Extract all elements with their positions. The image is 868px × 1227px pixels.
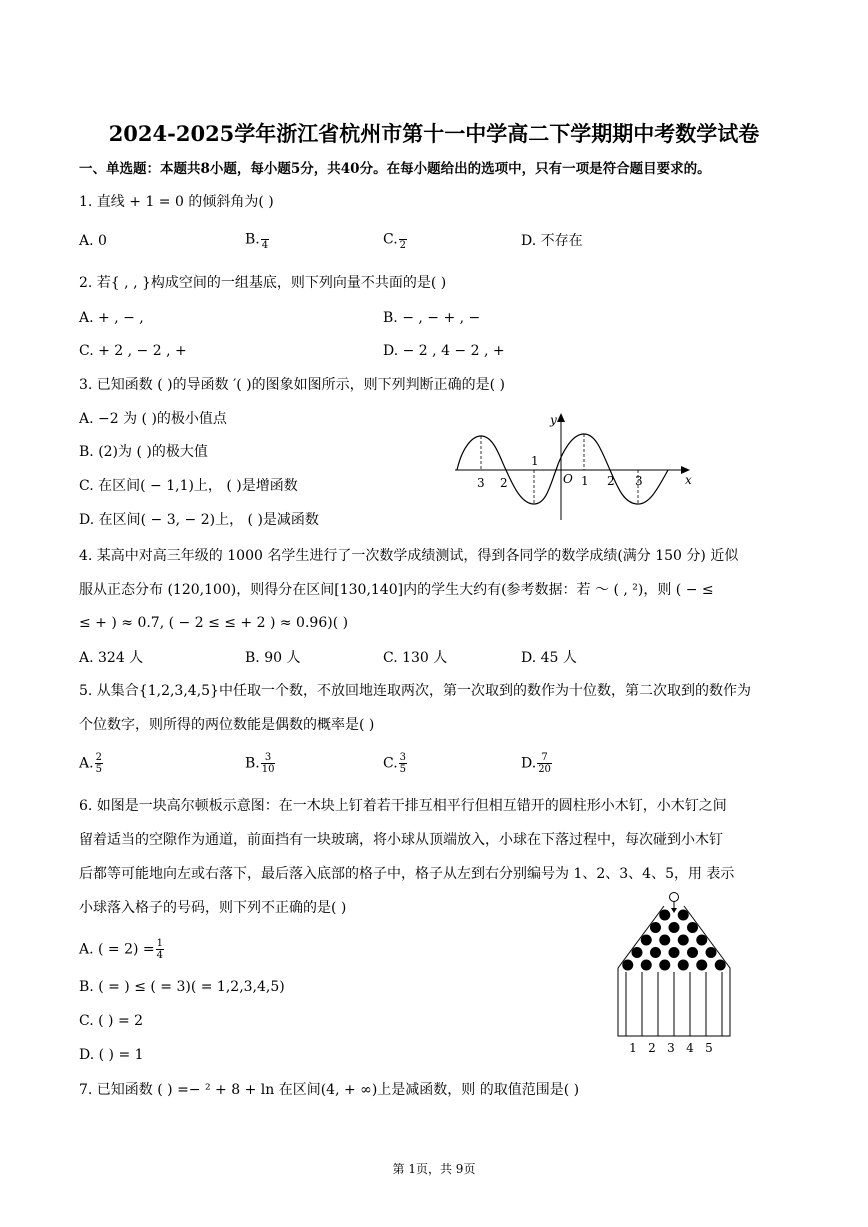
peg [706, 947, 717, 958]
q5-option-d: D. $\frac{7}{20}$ [521, 752, 551, 775]
q2-option-c: C. + 2 , − 2 , + [79, 343, 187, 359]
q6-line4: 小球落入格子的号码，则下列不正确的是( ) [79, 900, 347, 916]
q4-line1: 4. 某高中对高三年级的 1000 名学生进行了一次数学成绩测试，得到各同学的数学成绩(满分 150 分) 近似 [79, 548, 739, 564]
q3-option-a: A. −2 为 ( )的极小值点 [79, 411, 227, 427]
q7-stem: 7. 已知函数 ( ) =− ² + 8 + ln 在区间(4, + ∞)上是减函数，则 的取值范围是( ) [79, 1082, 580, 1098]
q4-line2: 服从正态分布 (120,100)，则得分在区间[130,140]内的学生大约有(参考数据：若 ～ ( , ²)，则 ( − ≤ [79, 582, 714, 598]
q6-a-fraction: $\frac{1}{4}$ [156, 938, 164, 961]
tick-label-2: 2 [607, 474, 615, 488]
peg [632, 947, 643, 958]
peg [650, 922, 661, 933]
q4-line3: ≤ + ) ≈ 0.7, ( − 2 ≤ ≤ + 2 ) ≈ 0.96)( ) [79, 615, 349, 631]
q3-option-d: D. 在区间( − 3, − 2)上， ( )是减函数 [79, 512, 319, 528]
peg [687, 947, 698, 958]
q2-option-d: D. − 2 , 4 − 2 , + [383, 343, 505, 359]
q1-option-d: D. 不存在 [521, 233, 583, 249]
peg [659, 910, 670, 921]
peg-grid [622, 910, 726, 971]
peg [659, 935, 670, 946]
q6-line3: 后都等可能地向左或右落下，最后落入底部的格子中，格子从左到右分别编号为 1、2、3、4、5，用 表示 [79, 866, 735, 882]
tick-label-neg3: 3 [477, 476, 485, 490]
peg [669, 922, 680, 933]
q2-option-a: A. + , − , [79, 310, 144, 326]
page-title: 2024-2025学年浙江省杭州市第十一中学高二下学期期中考数学试卷 [108, 121, 760, 146]
q1-c-fraction: 2 [399, 228, 407, 251]
q1-option-a: A. 0 [79, 233, 107, 249]
peg [650, 947, 661, 958]
q2-stem: 2. 若{ , , }构成空间的一组基底，则下列向量不共面的是( ) [79, 275, 447, 291]
q3-stem: 3. 已知函数 ( )的导函数 ′( )的图象如图所示，则下列判断正确的是( ) [79, 377, 506, 393]
q5-line1: 5. 从集合{1,2,3,4,5}中任取一个数，不放回地连取两次，第一次取到的数作为十位数，第二次取到的数作为 [79, 683, 751, 699]
peg [678, 935, 689, 946]
section-heading: 一、单选题：本题共8小题，每小题5分，共40分。在每小题给出的选项中，只有一项是符合题目要求的。 [79, 161, 711, 177]
derivative-curve [457, 434, 668, 504]
q6-line2: 留着适当的空隙作为通道，前面挡有一块玻璃，将小球从顶端放入，小球在下落过程中，每次碰到小木钉 [79, 832, 723, 848]
q5-line2: 个位数字，则所得的两位数能是偶数的概率是( ) [79, 717, 375, 733]
peg [622, 960, 633, 971]
slot-label: 5 [705, 1041, 713, 1055]
peg [715, 960, 726, 971]
x-axis-label: x [685, 473, 692, 487]
y-axis-arrow [557, 413, 565, 422]
slot-dividers [626, 972, 722, 1036]
q1-b-fraction: 4 [261, 228, 269, 251]
q4-option-b: B. 90 人 [245, 650, 301, 666]
q1-stem: 1. 直线 + 1 = 0 的倾斜角为( ) [79, 194, 274, 210]
slot-label: 1 [629, 1041, 637, 1055]
q1-option-c: C. 2 [383, 228, 407, 251]
slot-label: 3 [667, 1041, 675, 1055]
q4-option-a: A. 324 人 [79, 650, 144, 666]
peg [696, 935, 707, 946]
q6-option-b: B. ( = ) ≤ ( = 3)( = 1,2,3,4,5) [79, 979, 285, 995]
slot-label: 4 [686, 1041, 694, 1055]
q4-option-d: D. 45 人 [521, 650, 577, 666]
q5-a-fraction: $\frac{2}{5}$ [95, 752, 102, 775]
slot-label: 2 [648, 1041, 656, 1055]
q1-option-b: B. 4 [245, 228, 269, 251]
q6-option-a: A. ( = 2) = $\frac{1}{4}$ [79, 938, 164, 961]
q5-option-c: C. $\frac{3}{5}$ [383, 752, 407, 775]
slot-labels [629, 1041, 713, 1055]
q5-d-fraction: $\frac{7}{20}$ [538, 752, 551, 775]
y-axis-label: y [550, 413, 557, 427]
peg [669, 947, 680, 958]
galton-board [608, 888, 740, 1058]
q6-option-d: D. ( ) = 1 [79, 1047, 144, 1063]
origin-label: O [563, 472, 573, 486]
q5-option-a: A. $\frac{2}{5}$ [79, 752, 102, 775]
entry-ball [670, 893, 679, 902]
tick-label-neg1: 1 [531, 454, 539, 468]
peg [678, 960, 689, 971]
q5-c-fraction: $\frac{3}{5}$ [399, 752, 407, 775]
tick-label-3: 3 [635, 474, 643, 488]
q3-option-c: C. 在区间( − 1,1)上， ( )是增函数 [79, 478, 298, 494]
derivative-graph [450, 408, 700, 523]
peg [696, 960, 707, 971]
page-footer: 第 1页，共 9页 [392, 1162, 476, 1176]
q4-option-c: C. 130 人 [383, 650, 448, 666]
q6-line1: 6. 如图是一块高尔顿板示意图：在一木块上钉着若干排互相平行但相互错开的圆柱形小木钉，小木钉之间 [79, 798, 727, 814]
peg [687, 922, 698, 933]
q6-option-c: C. ( ) = 2 [79, 1013, 144, 1029]
q2-option-b: B. − , − + , − [383, 310, 481, 326]
peg [641, 960, 652, 971]
peg [678, 910, 689, 921]
q5-b-fraction: $\frac{3}{10}$ [261, 752, 275, 775]
tick-label-1: 1 [581, 474, 589, 488]
tick-label-neg2: 2 [500, 476, 508, 490]
q5-option-b: B. $\frac{3}{10}$ [245, 752, 275, 775]
peg [659, 960, 670, 971]
peg [641, 935, 652, 946]
q3-option-b: B. (2)为 ( )的极大值 [79, 444, 208, 460]
entry-arrow-head [671, 908, 677, 913]
